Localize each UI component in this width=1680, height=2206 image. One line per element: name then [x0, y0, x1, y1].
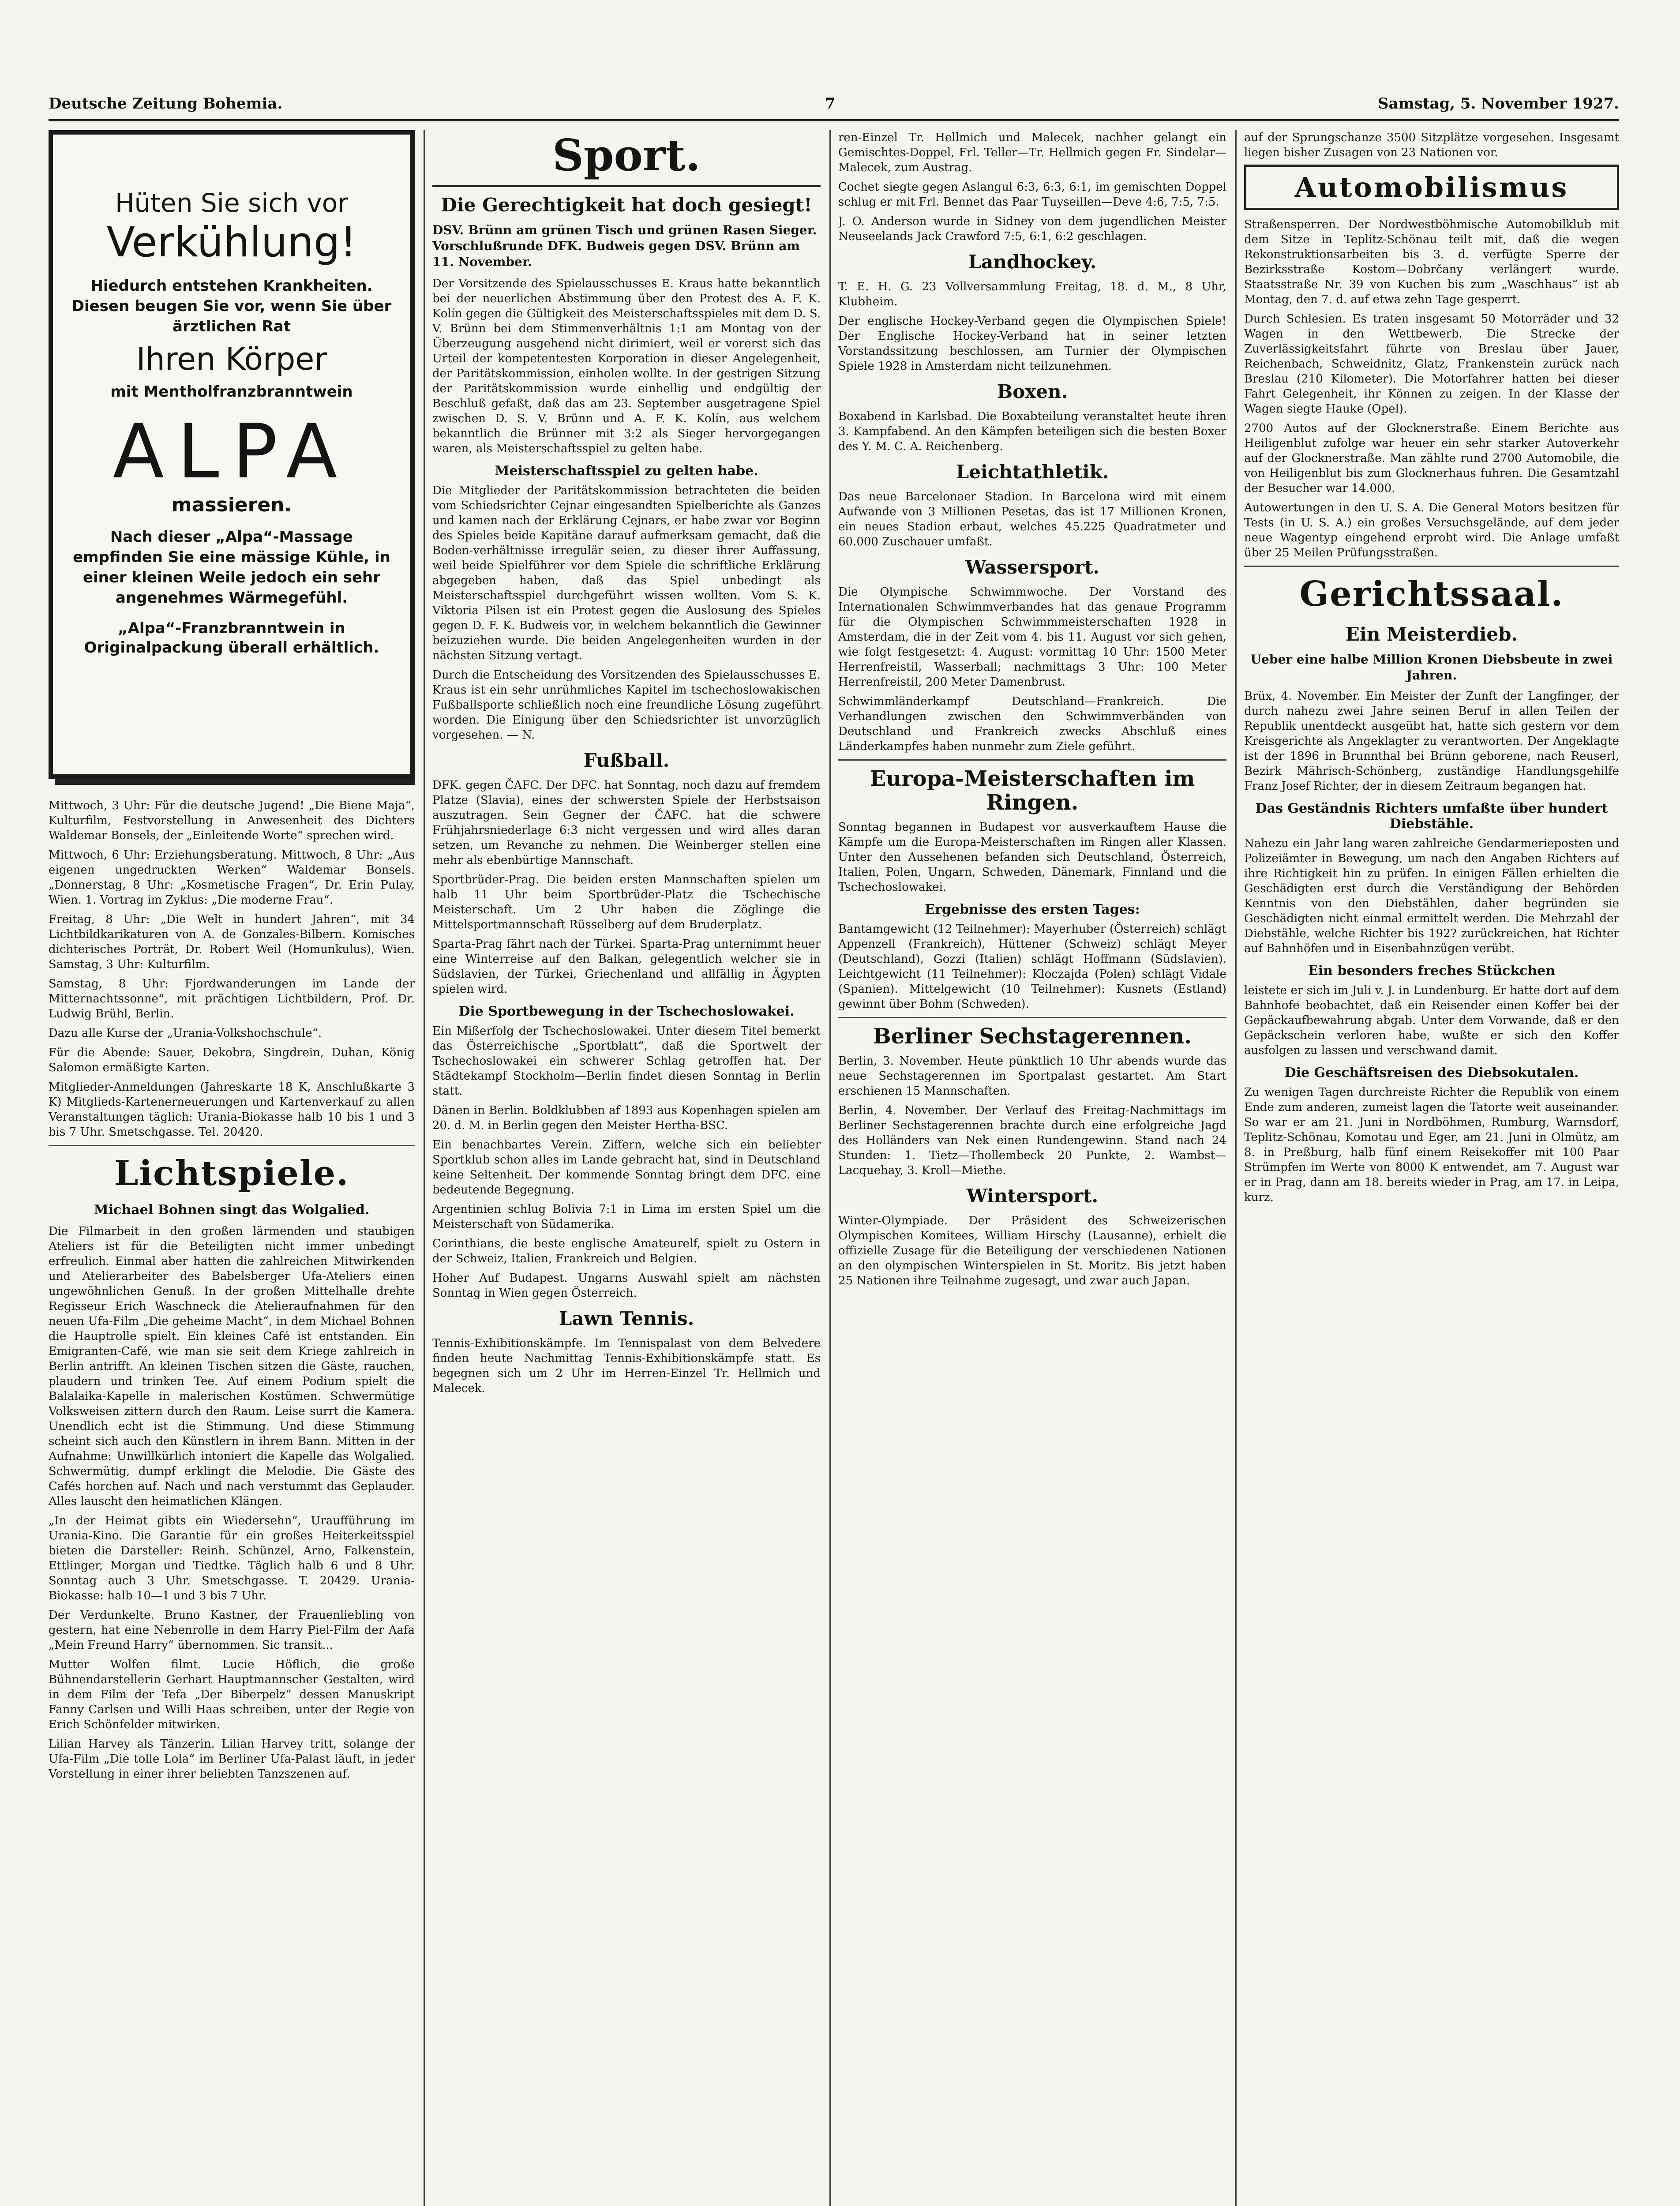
section-heading-lichtspiele: Lichtspiele. [114, 1153, 349, 1193]
article-paragraph: Der Vorsitzende des Spielausschusses E. Kraus hatte bekanntlich bei der neuerlichen Abstimmung über den Protest des A. F. K. Kolín gegen die Gültigkeit des Meisterschaftsspieles mit dem D. S. V. Brünn bei dem Stimmenverhältnis 1:1 am Montag von der Überzeugung ausgehend nicht dirimiert, weil er vorerst sich das Urteil der kompetentesten Korporation in dieser Angelegenheit, der Paritätskommission, einholen wollte. In der gestrigen Sitzung der Paritätskommission wurde einhellig und endgültig der Beschluß gefaßt, daß das am 23. September ausgetragene Spiel zwischen D. S. V. Brünn und A. F. K. Kolín, aus welchem bekanntlich die Brünner mit 3:2 als Sieger hervorgegangen waren, als Meisterschaftsspiel zu gelten habe. [432, 277, 821, 455]
article-paragraph: Die Olympische Schwimmwoche. Der Vorstand des Internationalen Schwimmverbandes hat das genaue Programm für die Olympischen Schwimmmeisterschaften 1928 in Amsterdam, die in der Zeit vom 4. bis 11. August vor sich gehen, wie folgt festgesetzt: 4. August: vormittag 10 Uhr: 1500 Meter Herrenfreistil, Wasserball; nachmittags 3 Uhr: 100 Meter Herrenfreistil, 200 Meter Damenbrust. [838, 585, 1226, 689]
newspaper-page [49, 88, 1619, 2206]
article-paragraph: Argentinien schlug Bolivia 7:1 in Lima im ersten Spiel um die Meisterschaft von Südamerika. [432, 1203, 821, 1231]
article-subheading: Fußball. [583, 750, 670, 771]
section-heading-sport: Sport. [432, 130, 821, 187]
ad-text: massieren. [171, 494, 292, 516]
article-subheading: Ein besonders freches Stückchen [1308, 963, 1556, 979]
article-paragraph: Der Verdunkelte. Bruno Kastner, der Frauenliebling von gestern, hat eine Nebenrolle in dem Harry Piel-Film der Aafa „Mein Freund Harry“ übernommen. Sic transit... [49, 1609, 415, 1652]
column-1 [49, 130, 415, 2206]
article-paragraph: Die Mitglieder der Paritätskommission betrachteten die beiden vom Schiedsrichter Cejnar eingesandten Spielberichte als Ganzes und kamen nach der Erklärung Cejnars, er habe zwar vor Beginn des Spieles beide Kapitäne darauf aufmerksam gemacht, daß die Boden-verhältnisse irregulär seien, zu dieser ihrer Auffassung, weil beide Spielführer vor dem Spiele die schriftliche Erklärung abgegeben haben, daß das Spiel unbedingt als Meisterschaftsspiel durchgeführt wissen wollten. Vom S. K. Viktoria Pilsen ist ein Protest gegen die Auslosung des Spieles gegen D. F. K. Budweis vor, in welchem bekanntlich die Gewinner beizuziehen wurde. Die beiden Angelegenheiten wurden in der nächsten Sitzung vertagt. [432, 484, 821, 662]
masthead-date: Samstag, 5. November 1927. [1378, 95, 1619, 113]
article-paragraph: Lilian Harvey als Tänzerin. Lilian Harvey tritt, solange der Ufa-Film „Die tolle Lola“ im Berliner Ufa-Palast läuft, in jeder Vorstellung in einer ihrer beliebten Tanzszenen auf. [49, 1737, 415, 1781]
program-item: Samstag, 8 Uhr: Fjordwanderungen im Lande der Mitternachtssonne“, mit prächtigen Lichtbildern, Prof. Dr. Ludwig Brühl, Berlin. [49, 977, 415, 1020]
article-title: Ein Meisterdieb. [1345, 623, 1518, 645]
article-deck: DSV. Brünn am grünen Tisch und grünen Rasen Sieger. Vorschlußrunde DFK. Budweis gegen DSV. Brünn am 11. November. [432, 223, 817, 269]
article-paragraph: Corinthians, die beste englische Amateurelf, spielt zu Ostern in der Schweiz, Italien, Frankreich und Belgien. [432, 1237, 821, 1265]
article-paragraph: Durch die Entscheidung des Vorsitzenden des Spielausschusses E. Kraus ist ein sehr unrühmliches Kapitel im tschechoslowakischen Fußballsporte schließlich noch eine freundliche Lösung zugeführt worden. Die Einigung über den Schiedsrichter ist unvorzüglich vorgesehen. — N. [432, 668, 821, 742]
section-heading-automobilismus: Automobilismus [1244, 165, 1619, 210]
article-paragraph: leistete er sich im Juli v. J. in Lundenburg. Er hatte dort auf dem Bahnhofe beobachtet, daß ein Reisender einen Koffer bei der Gepäckaufbewahrung abgab. Unter dem Vorwande, daß er den Gepäckschein verloren habe, wußte er sich den Koffer ausfolgen zu lassen und verschwand damit. [1244, 984, 1619, 1057]
article-paragraph: J. O. Anderson wurde in Sidney von dem jugendlichen Meister Neuseelands Jack Crawford 7:5, 6:1, 6:2 geschlagen. [838, 215, 1226, 243]
article-paragraph: Autowertungen in den U. S. A. Die General Motors besitzen für Tests (in U. S. A.) ein großes Versuchsgelände, auf dem jeder neue Wagentyp eingehend erprobt wird. Die Anlage umfaßt über 25 Meilen Prüfungsstraßen. [1244, 501, 1619, 559]
article-paragraph: DFK. gegen ČAFC. Der DFC. hat Sonntag, noch dazu auf fremdem Platze (Slavia), eines der schwersten Spiele der Herbstsaison auszutragen. Sein Gegner der ČAFC. hat die schwere Frühjahrsniederlage 6:3 nicht vergessen und wird alles daran setzen, um Revanche zu nehmen. Die Weinberger stellen eine mehr als ebenbürtige Mannschaft. [432, 779, 821, 867]
article-subheading: Die Sportbewegung in der Tschechoslowakei. [458, 1004, 795, 1019]
article-subheading: Wintersport. [966, 1185, 1099, 1207]
article-title: Berliner Sechstagerennen. [873, 1024, 1192, 1049]
article-paragraph: T. E. H. G. 23 Vollversammlung Freitag, 18. d. M., 8 Uhr, Klubheim. [838, 280, 1226, 308]
column-rule [1235, 130, 1237, 2206]
column-4 [1244, 130, 1619, 2206]
column-2 [432, 130, 821, 2206]
program-item: Mitglieder-Anmeldungen (Jahreskarte 18 K, Anschlußkarte 3 K) Mitglieds-Kartenerneuerungen und Kartenverkauf zu allen Veranstaltungen täglich: Urania-Biokasse halb 10 bis 1 und 3 bis 7 Uhr. Smetschgasse. Tel. 20420. [49, 1080, 415, 1139]
article-paragraph: „In der Heimat gibts ein Wiedersehn“, Uraufführung im Urania-Kino. Die Garantie für ein großes Heiterkeitsspiel bieten die Darsteller: Reinh. Schünzel, Arno, Falkenstein, Ettlinger, Morgan und Tiedtke. Täglich halb 6 und 8 Uhr. Sonntag auch 3 Uhr. Smetschgasse. T. 20429. Urania-Biokasse: halb 10—1 und 3 bis 7 Uhr. [49, 1514, 415, 1602]
ad-text: Nach dieser „Alpa“-Massage empfinden Sie eine mässige Kühle, in einer kleinen Weile jedoch ein sehr angenehmes Wärmegefühl. [73, 528, 390, 607]
section-divider [838, 759, 1226, 761]
section-divider [1244, 566, 1619, 567]
section-divider [838, 1017, 1226, 1018]
article-subheading: Wassersport. [965, 556, 1100, 578]
article-paragraph: Straßensperren. Der Nordwestböhmische Automobilklub mit dem Sitze in Teplitz-Schönau teilt mit, daß die wegen Rekonstruktionsarbeiten bis 3. d. verfügte Sperre der Bezirksstraße Kostom—Dobrčany verlängert wurde. Staatsstraße Nr. 39 von Kuchen bis zum „Waschhaus“ ist ab Montag, den 7. d. auf etwa zehn Tage gesperrt. [1244, 218, 1619, 306]
article-paragraph: 2700 Autos auf der Glocknerstraße. Einem Berichte aus Heiligenblut zufolge war heuer ein sehr starker Autoverkehr auf der Glocknerstraße. Man zählte rund 2700 Automobile, die von Heiligenblut bis zum Glocknerhaus fuhren. Die Gesamtzahl der Besucher war 14.000. [1244, 422, 1619, 495]
article-subheading: Meisterschaftsspiel zu gelten habe. [495, 463, 758, 479]
program-item: Dazu alle Kurse der „Urania-Volkshochschule“. [49, 1027, 322, 1040]
ad-subheadline: Ihren Körper [136, 341, 327, 377]
article-subheading: Das Geständnis Richters umfaßte über hundert Diebstähle. [1255, 801, 1608, 832]
article-title: Michael Bohnen singt das Wolgalied. [94, 1202, 370, 1218]
article-paragraph: Sparta-Prag fährt nach der Türkei. Sparta-Prag unternimmt heuer eine Winterreise auf den Balkan, gelegentlich welcher sie in Südslavien, der Türkei, Griechenland und allfällig in Ägypten spielen wird. [432, 938, 821, 996]
column-rule [424, 130, 425, 2206]
program-item: Mittwoch, 6 Uhr: Erziehungsberatung. Mittwoch, 8 Uhr: „Aus eigenen ungedruckten Werken“ Waldemar Bonsels. „Donnerstag, 8 Uhr: „Kosmetische Fragen“, Dr. Erin Pulay, Wien. 1. Vortrag im Zyklus: „Die moderne Frau“. [49, 848, 415, 907]
masthead-paper-name: Deutsche Zeitung Bohemia. [49, 95, 283, 113]
article-paragraph: Brüx, 4. November. Ein Meister der Zunft der Langfinger, der durch nahezu zwei Jahre seinen Beruf in allen Teilen der Republik unentdeckt ausgeübt hat, hatte sich gestern vor dem Kreisgerichte als Angeklagter zu verantworten. Der Angeklagte ist der 1896 in Brunnthal bei Brünn geborene, nach Reuserl, Bezirk Mährisch-Schönberg, zuständige Handlungsgehilfe Franz Josef Richter, der in diesem Zeitraum begangen hat. [1244, 690, 1619, 793]
article-paragraph: Tennis-Exhibitionskämpfe. Im Tennispalast von dem Belvedere finden heute Nachmittag Tennis-Exhibitionskämpfe statt. Es begegnen sich um 2 Uhr im Herren-Einzel Tr. Hellmich und Malecek. [432, 1337, 821, 1395]
section-heading-gerichtssaal: Gerichtssaal. [1299, 574, 1564, 614]
article-paragraph: Sportbrüder-Prag. Die beiden ersten Mannschaften spielen um halb 11 Uhr beim Sportbrüder-Platz die Tschechische Meisterschaft. Um 2 Uhr haben die Zöglinge die Mittelsportmannschaft Rüsselberg auf dem Bruderplatz. [432, 873, 821, 931]
article-paragraph: Winter-Olympiade. Der Präsident des Schweizerischen Olympischen Komitees, William Hirschy (Lausanne), erhielt die offizielle Zusage für die Beteiligung der verschiedenen Nationen an den olympischen Winterspielen in St. Moritz. Bis jetzt haben 25 Nationen ihre Teilnahme zugesagt, und zwar auch Japan. [838, 1214, 1226, 1287]
masthead [49, 88, 1619, 121]
ad-brand-name: ALPA [112, 408, 351, 495]
article-paragraph: Cochet siegte gegen Aslangul 6:3, 6:3, 6:1, im gemischten Doppel schlug er mit Frl. Bennet das Paar Tuyseillen—Deve 4:6, 7:5, 7:5. [838, 180, 1226, 209]
alpa-advertisement [49, 130, 415, 779]
article-paragraph: auf der Sprungschanze 3500 Sitzplätze vorgesehen. Insgesamt liegen bisher Zusagen von 23 Nationen vor. [1244, 131, 1619, 159]
article-paragraph: Die Filmarbeit in den großen lärmenden und staubigen Ateliers ist für die Beteiligten nicht immer unbedingt erfreulich. Einmal aber hatten die zahlreichen Mitwirkenden und Atelierarbeiter des Babelsberger Ufa-Ateliers einen ungewöhnlichen Genuß. In der großen Mittelhalle drehte Regisseur Erich Waschneck die Atelieraufnahmen für den neuen Ufa-Film „Die geheime Macht“, in dem Michael Bohnen die Hauptrolle spielt. Ein kleines Café ist entstanden. Ein Emigranten-Café, wie man sie seit dem Kriege zahlreich in Berlin antrifft. An kleinen Tischen sitzen die Gäste, rauchen, plaudern und trinken Tee. Auf einem Podium spielt die Balalaika-Kapelle in malerischen Kostümen. Schwermütige Volksweisen zittern durch den Raum. Leise surrt die Kamera. Unendlich echt ist die Stimmung. Und diese Stimmung scheint sich auch den Künstlern in ihrem Bann. Mitten in der Aufnahme: Unwillkürlich intoniert die Kapelle das Wolgalied. Schwermütig, dumpf erklingt die Melodie. Die Gäste des Cafés horchen auf. Nach und nach verstummt das Geplauder. Alles lauscht den heimatlichen Klängen. [49, 1225, 415, 1508]
article-subheading: Boxen. [997, 381, 1068, 402]
article-paragraph: Ein benachbartes Verein. Ziffern, welche sich ein beliebter Sportklub schon alles im Lande gebracht hat, sind in Deutschland keine Seltenheit. Der kommende Sonntag bringt dem DFC. eine bedeutende Begegnung. [432, 1138, 821, 1197]
column-rule [829, 130, 831, 2206]
article-paragraph: Nahezu ein Jahr lang waren zahlreiche Gendarmerieposten und Polizeiämter in Bewegung, um nach den Angaben Richters auf ihre Richtigkeit hin zu prüfen. In einigen Fällen erhielten die Geschädigten erst durch die Verständigung der Behörden Kenntnis von den Diebstählen, daher begründen sie Geschädigten nicht einmal ermittelt werden. Die Mehrzahl der Diebstähle, welche Richter bis 192? zurückreichen, hat Richter auf Bahnhöfen und in Eisenbahnzügen verübt. [1244, 837, 1619, 955]
article-paragraph: Boxabend in Karlsbad. Die Boxabteilung veranstaltet heute ihren 3. Kampfabend. An den Kämpfen beteiligen sich die besten Boxer des Y. M. C. A. Reichenberg. [838, 410, 1226, 453]
article-paragraph: Dänen in Berlin. Boldklubben af 1893 aus Kopenhagen spielen am 20. d. M. in Berlin gegen den Meister Hertha-BSC. [432, 1104, 821, 1132]
article-paragraph: Ein Mißerfolg der Tschechoslowakei. Unter diesem Titel bemerkt das Österreichische „Sportblatt“, daß die Sportwelt der Tschechoslowakei ein schwerer Schlag getroffen hat. Der Städtekampf Stockholm—Berlin findet diesen Sonntag in Berlin statt. [432, 1024, 821, 1098]
section-divider [49, 1145, 415, 1146]
article-paragraph: Hoher Auf Budapest. Ungarns Auswahl spielt am nächsten Sonntag in Wien gegen Österreich. [432, 1272, 821, 1300]
article-title: Die Gerechtigkeit hat doch gesiegt! [441, 194, 812, 216]
column-3 [838, 130, 1226, 2206]
article-paragraph: Berlin, 3. November. Heute pünktlich 10 Uhr abends wurde das neue Sechstagerennen im Sportpalast gestartet. Am Start erschienen 15 Mannschaften. [838, 1054, 1226, 1098]
program-item: Freitag, 8 Uhr: „Die Welt in hundert Jahren“, mit 34 Lichtbildkarikaturen von A. de Gonzales-Bilbern. Komisches dichterisches Porträt, Dr. Robert Weil (Homunkulus), Wien. Samstag, 3 Uhr: Kulturfilm. [49, 913, 415, 971]
article-title: Europa-Meisterschaften im Ringen. [870, 766, 1195, 815]
program-item: Mittwoch, 3 Uhr: Für die deutsche Jugend! „Die Biene Maja“, Kulturfilm, Festvorstellung in Anwesenheit des Dichters Waldemar Bonsels, der „Einleitende Worte“ sprechen wird. [49, 799, 415, 842]
article-paragraph: Zu wenigen Tagen durchreiste Richter die Republik von einem Ende zum anderen, zumeist lagen die Tatorte weit auseinander. So war er am 21. Juni in Nordböhmen, Rumburg, Warnsdorf, Teplitz-Schönau, Komotau und Eger, am 21. Juni in Olmütz, am 8. in Preßburg, halb fünf einem Reisekoffer mit 100 Paar Strümpfen im Werte von 8000 K entwendet, am 7. August war er in Prag, dann am 18. bereits wieder in Prag, am 17. in Leipa, kurz. [1244, 1086, 1619, 1204]
article-paragraph: Berlin, 4. November. Der Verlauf des Freitag-Nachmittags im Berliner Sechstagerennen brachte durch eine erfolgreiche Jagd des Holländers van Nek einen Rundengewinn. Stand nach 24 Stunden: 1. Tietz—Thollembeck 20 Punkte, 2. Wambst—Lacquehay, 3. Kroll—Miethe. [838, 1104, 1226, 1177]
ad-headline: Hüten Sie sich vor [115, 188, 349, 218]
article-paragraph: Bantamgewicht (12 Teilnehmer): Mayerhuber (Österreich) schlägt Appenzell (Frankreich), Hüttener (Schweiz) schlägt Meyer (Deutschland), Gozzi (Italien) schlägt Hoffmann (Südslavien). Leichtgewicht (11 Teilnehmer): Kloczajda (Polen) schlägt Vidale (Spanien). Mittelgewicht (10 Teilnehmer): Kusnets (Estland) gewinnt über Bohm (Schweden). [838, 923, 1226, 1011]
ad-text: Hiedurch entstehen Krankheiten. Diesen beugen Sie vor, wenn Sie über ärztlichen Rat [71, 277, 392, 335]
article-paragraph: Das neue Barcelonaer Stadion. In Barcelona wird mit einem Aufwande von 3 Millionen Pesetas, das ist 17 Millionen Kronen, ein neues Stadion erbaut, welches 45.225 Quadratmeter und 60.000 Zuschauer umfaßt. [838, 490, 1226, 548]
article-subheading: Leichtathletik. [956, 461, 1109, 483]
article-paragraph: Sonntag begannen in Budapest vor ausverkauftem Hause die Kämpfe um die Europa-Meisterschaften im Ringen aller Klassen. Unter den Aussehenen befanden sich Deutschland, Österreich, Italien, Polen, Ungarn, Schweden, Dänemark, Finnland und die Tschechoslowakei. [838, 821, 1226, 894]
article-subheading: Die Geschäftsreisen des Diebsokutalen. [1284, 1065, 1579, 1080]
article-subheading: Ergebnisse des ersten Tages: [925, 902, 1140, 917]
ad-footer: „Alpa“-Franzbranntwein in Originalpackung überall erhältlich. [84, 619, 379, 657]
program-item: Für die Abende: Sauer, Dekobra, Singdrein, Duhan, König Salomon ermäßigte Karten. [49, 1046, 415, 1074]
page-number: 7 [825, 95, 836, 113]
article-paragraph: Durch Schlesien. Es traten insgesamt 50 Motorräder und 32 Wagen in den Wettbewerb. Die Strecke der Zuverlässigkeitsfahrt führte von Breslau über Jauer, Reichenbach, Schweidnitz, Glatz, Frankenstein zurück nach Breslau (210 Kilometer). Die Motorfahrer hatten bei dieser Fahrt Gelegenheit, ihr Können zu zeigen. In der Klasse der Wagen siegte Hauke (Opel). [1244, 312, 1619, 416]
article-paragraph: Der englische Hockey-Verband gegen die Olympischen Spiele! Der Englische Hockey-Verband hat in seiner letzten Vorstandssitzung beschlossen, am Turnier der Olympischen Spiele 1928 in Amsterdam nicht teilzunehmen. [838, 315, 1226, 373]
article-paragraph: Schwimmländerkampf Deutschland—Frankreich. Die Verhandlungen zwischen den Schwimmverbänden von Deutschland und Frankreich zwecks Abschluß eines Länderkampfes haben nunmehr zum Ziele geführt. [838, 695, 1226, 753]
ad-text: mit Mentholfranzbranntwein [110, 383, 353, 401]
article-subheading: Landhockey. [968, 251, 1097, 273]
article-deck: Ueber eine halbe Million Kronen Diebsbeute in zwei Jahren. [1250, 652, 1613, 683]
article-subheading: Lawn Tennis. [559, 1308, 694, 1329]
article-paragraph: Mutter Wolfen filmt. Lucie Höflich, die große Bühnendarstellerin Gerhart Hauptmannscher Gestalten, wird in dem Film der Tefa „Der Biberpelz“ dessen Manuskript Fanny Carlsen und Willi Haas schreiben, unter der Regie von Erich Schönfelder mitwirken. [49, 1658, 415, 1731]
ad-headline-large: Verkühlung! [106, 218, 357, 266]
article-paragraph: ren-Einzel Tr. Hellmich und Malecek, nachher gelangt ein Gemischtes-Doppel, Frl. Teller—Tr. Hellmich gegen Fr. Sindelar—Malecek, zum Austrag. [838, 131, 1226, 174]
